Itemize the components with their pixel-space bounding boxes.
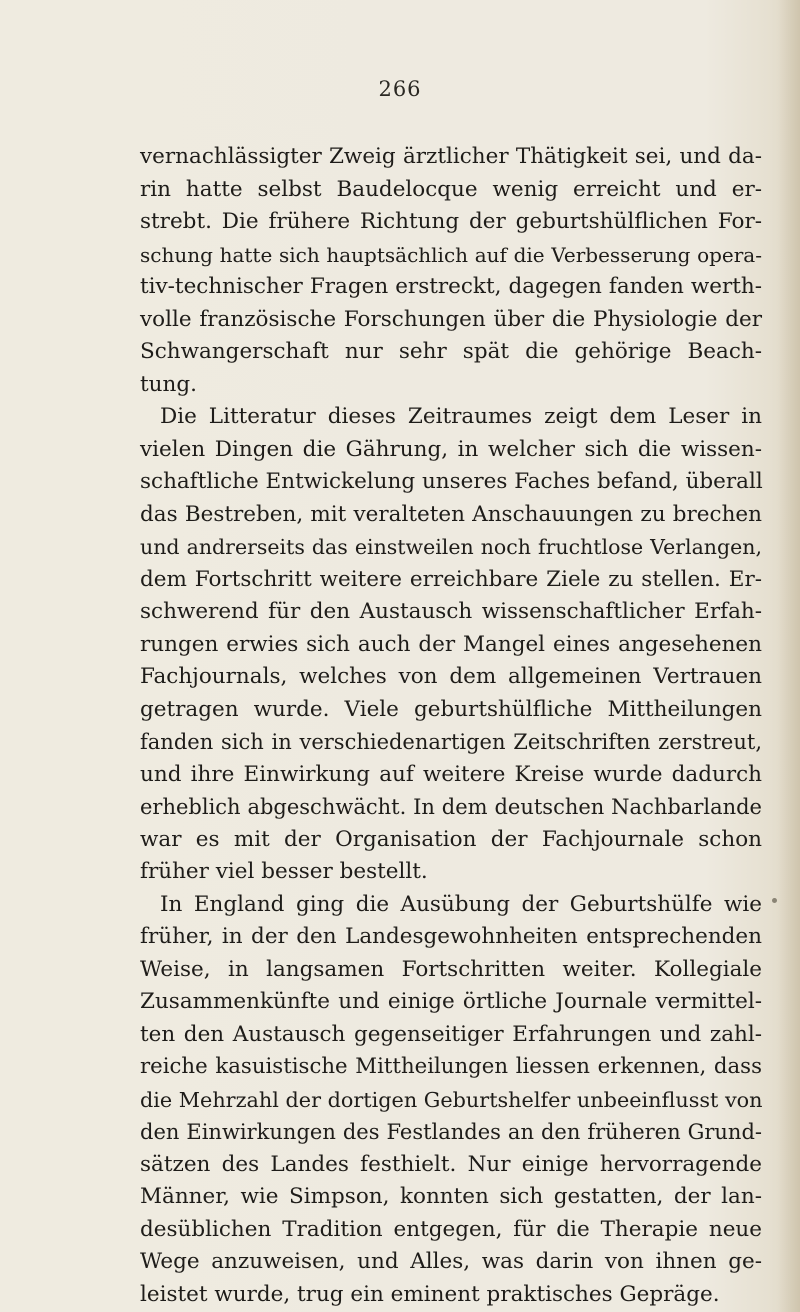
text-line: vielen Dingen die Gährung, in welcher sich die wissen- bbox=[140, 436, 762, 462]
text-line: sätzen des Landes festhielt. Nur einige hervorragende bbox=[140, 1151, 762, 1177]
text-line: den Einwirkungen des Festlandes an den früheren Grund- bbox=[140, 1120, 762, 1144]
text-line: früher viel besser bestellt. bbox=[140, 859, 428, 884]
text-line: fanden sich in verschiedenartigen Zeitschriften zerstreut, bbox=[140, 730, 762, 754]
text-line: dem Fortschritt weitere erreichbare Ziele zu stellen. Er- bbox=[140, 566, 762, 592]
text-line: schung hatte sich hauptsächlich auf die Verbesserung opera- bbox=[140, 242, 762, 267]
body-text bbox=[140, 141, 762, 1311]
text-line: erheblich abgeschwächt. In dem deutschen Nachbarlande bbox=[140, 795, 762, 819]
paragraph bbox=[140, 141, 762, 401]
text-line: Männer, wie Simpson, konnten sich gestatten, der lan- bbox=[140, 1184, 762, 1209]
text-line: Zusammenkünfte und einige örtliche Journale vermittel- bbox=[140, 989, 762, 1014]
text-line: desüblichen Tradition entgegen, für die Therapie neue bbox=[140, 1216, 762, 1242]
text-line: tiv-technischer Fragen erstreckt, dagegen fanden werth- bbox=[140, 274, 762, 299]
text-line: die Mehrzahl der dortigen Geburtshelfer unbeeinflusst von bbox=[140, 1087, 763, 1112]
text-line: reiche kasuistische Mittheilungen liessen erkennen, dass bbox=[140, 1054, 762, 1079]
text-line: leistet wurde, trug ein eminent praktisches Gepräge. bbox=[140, 1281, 720, 1307]
text-line: schwerend für den Austausch wissenschaftlicher Erfah- bbox=[140, 599, 762, 624]
margin-speck bbox=[772, 898, 777, 903]
text-line: rungen erwies sich auch der Mangel eines angesehenen bbox=[140, 631, 762, 657]
text-line: Wege anzuweisen, und Alles, was darin von ihnen ge- bbox=[140, 1249, 762, 1274]
page-edge-shadow bbox=[778, 0, 800, 1312]
text-line: strebt. Die frühere Richtung der geburtshülflichen For- bbox=[140, 209, 762, 234]
text-line: Schwangerschaft nur sehr spät die gehörige Beach- bbox=[140, 339, 762, 364]
text-line: das Bestreben, mit veralteten Anschauungen zu brechen bbox=[140, 501, 762, 527]
text-line: volle französische Forschungen über die Physiologie der bbox=[140, 306, 762, 332]
text-line: ten den Austausch gegenseitiger Erfahrungen und zahl- bbox=[140, 1021, 762, 1047]
text-line: und ihre Einwirkung auf weitere Kreise wurde dadurch bbox=[140, 761, 762, 787]
text-line: war es mit der Organisation der Fachjournale schon bbox=[140, 826, 762, 852]
paragraph bbox=[140, 889, 762, 1312]
text-line: vernachlässigter Zweig ärztlicher Thätigkeit sei, und da- bbox=[140, 144, 762, 169]
text-line: getragen wurde. Viele geburtshülfliche Mittheilungen bbox=[140, 696, 762, 722]
text-line: In England ging die Ausübung der Geburtshülfe wie bbox=[160, 891, 762, 917]
text-line: Die Litteratur dieses Zeitraumes zeigt dem Leser in bbox=[160, 404, 762, 429]
text-line: tung. bbox=[140, 371, 197, 397]
paragraph bbox=[140, 401, 762, 889]
text-line: Fachjournals, welches von dem allgemeinen Vertrauen bbox=[140, 664, 762, 689]
page-number: 266 bbox=[378, 77, 422, 101]
text-line: Weise, in langsamen Fortschritten weiter. Kollegiale bbox=[140, 956, 762, 982]
text-line: früher, in der den Landesgewohnheiten entsprechenden bbox=[140, 924, 762, 949]
text-line: rin hatte selbst Baudelocque wenig erreicht und er- bbox=[140, 176, 762, 202]
text-line: schaftliche Entwickelung unseres Faches befand, überall bbox=[140, 469, 763, 494]
text-line: und andrerseits das einstweilen noch fruchtlose Verlangen, bbox=[140, 535, 762, 559]
